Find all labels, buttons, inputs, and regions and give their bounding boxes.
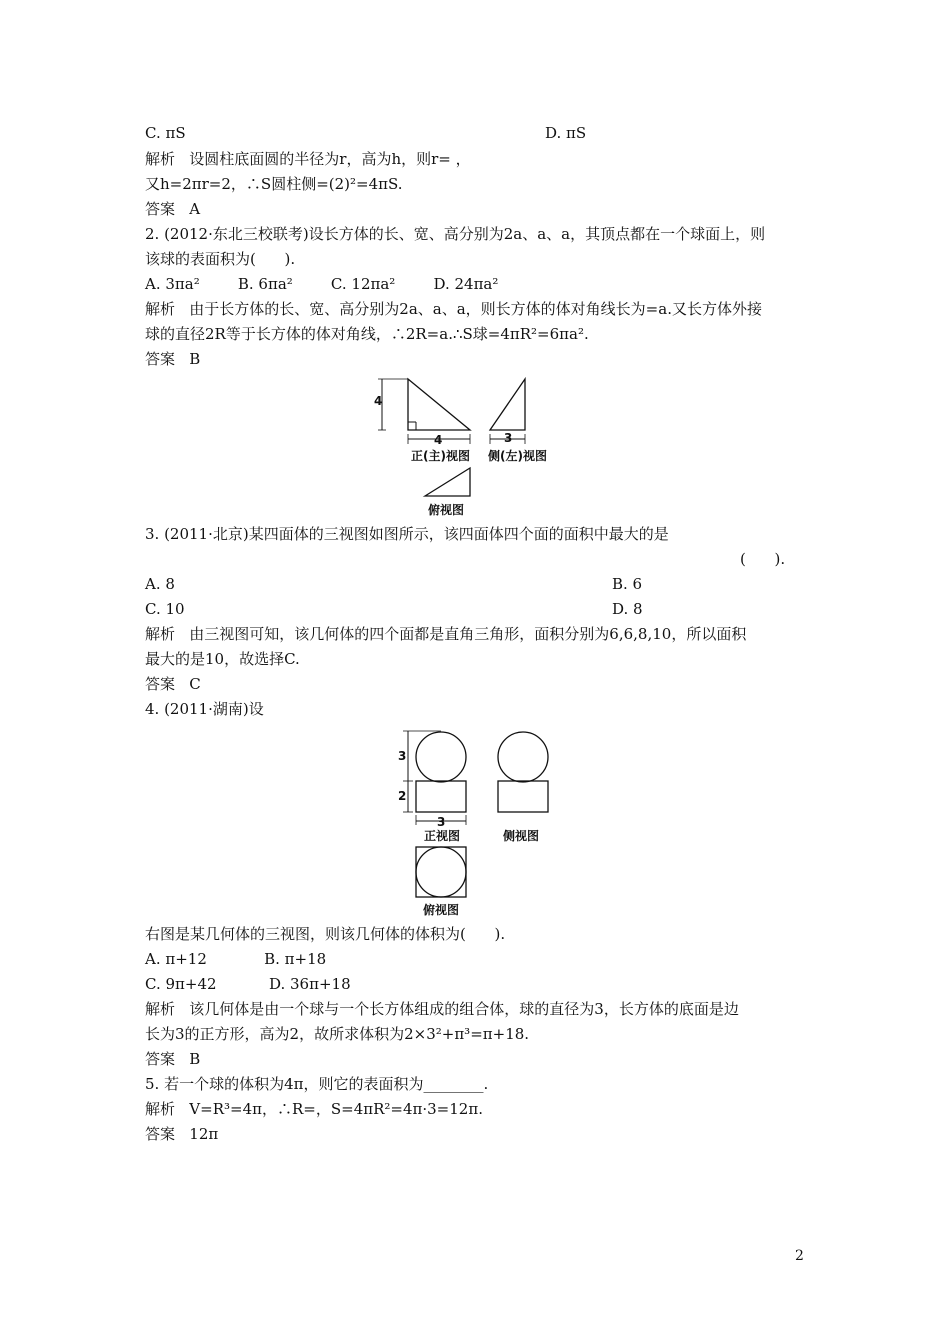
answer-q2: 答案 B: [145, 350, 201, 368]
caption-front-view: 正(主)视图: [411, 449, 470, 463]
solution-q4-line1: 解析 该几何体是由一个球与一个长方体组成的组合体，球的直径为3，长方体的底面是边: [145, 1000, 739, 1018]
caption-front-view: 正视图: [424, 829, 461, 843]
question-2-line1: 2. (2012·东北三校联考)设长方体的长、宽、高分别为2a、a、a，其顶点都在一个球面上，则: [145, 225, 766, 243]
question-4-line2: 右图是某几何体的三视图，则该几何体的体积为( ).: [145, 925, 506, 943]
solution-q1-line1: 解析 设圆柱底面圆的半径为r，高为h，则r= ，: [145, 150, 471, 168]
question-4-options-ab: A. π+12 B. π+18: [145, 950, 327, 968]
question-4-options-cd: C. 9π+42 D. 36π+18: [145, 975, 351, 993]
dim-front-width-label: 4: [434, 433, 443, 447]
caption-side-view: 侧视图: [503, 829, 540, 843]
front-view-rect: [416, 781, 466, 812]
solution-q3-line2: 最大的是10，故选择C.: [145, 650, 300, 668]
dim-box-label: 2: [398, 789, 407, 803]
answer-q3: 答案 C: [145, 675, 201, 693]
solution-q5: 解析 V=R³=4π，∴R=，S=4πR²=4π·3=12π.: [145, 1100, 483, 1118]
solution-q2-line2: 球的直径2R等于长方体的体对角线，∴2R=a.∴S球=4πR²=6πa².: [145, 325, 589, 343]
caption-top-view: 俯视图: [428, 503, 465, 517]
option-d-q1: D. πS: [545, 124, 587, 142]
question-4-line1: 4. (2011·湖南)设: [145, 700, 264, 718]
side-view-triangle: [490, 379, 525, 430]
option-b-q3: B. 6: [612, 575, 643, 593]
dim-side-width-label: 3: [504, 431, 513, 445]
front-view-triangle: [408, 379, 470, 430]
side-view-rect: [498, 781, 548, 812]
option-c-q1: C. πS: [145, 124, 186, 142]
solution-q1-line2: 又h=2πr=2，∴S圆柱侧=(2)²=4πS.: [145, 175, 403, 193]
question-5: 5. 若一个球的体积为4π，则它的表面积为________.: [145, 1075, 489, 1093]
option-a-q3: A. 8: [145, 575, 175, 593]
solution-q3-line1: 解析 由三视图可知，该几何体的四个面都是直角三角形，面积分别为6,6,8,10，所以面积: [145, 625, 747, 643]
side-view-circle: [498, 732, 548, 782]
question-2-options: A. 3πa² B. 6πa² C. 12πa² D. 24πa²: [145, 275, 499, 293]
top-view-triangle: [425, 468, 470, 496]
dim-sphere-label: 3: [398, 749, 407, 763]
solution-q2-line1: 解析 由于长方体的长、宽、高分别为2a、a、a，则长方体的体对角线长为=a.又长方体外接: [145, 300, 762, 318]
question-3-paren: ( ).: [740, 550, 786, 568]
option-c-q3: C. 10: [145, 600, 185, 618]
top-view-circle: [416, 847, 466, 897]
question-3: 3. (2011·北京)某四面体的三视图如图所示，该四面体四个面的面积中最大的是: [145, 525, 669, 543]
answer-q4: 答案 B: [145, 1050, 201, 1068]
answer-q1: 答案 A: [145, 200, 201, 218]
caption-top-view: 俯视图: [423, 903, 460, 917]
dim-width-label: 3: [437, 815, 446, 829]
front-view-circle: [416, 732, 466, 782]
option-d-q3: D. 8: [612, 600, 643, 618]
caption-side-view: 侧(左)视图: [488, 449, 547, 463]
figure-three-views-tetrahedron: [370, 372, 570, 522]
page-number: 2: [795, 1248, 804, 1264]
question-2-line2: 该球的表面积为( ).: [145, 250, 296, 268]
solution-q4-line2: 长为3的正方形，高为2，故所求体积为2×3²+π³=π+18.: [145, 1025, 530, 1043]
answer-q5: 答案 12π: [145, 1125, 219, 1143]
figure-three-views-sphere-box: [395, 725, 565, 920]
dim-height-label: 4: [374, 394, 383, 408]
